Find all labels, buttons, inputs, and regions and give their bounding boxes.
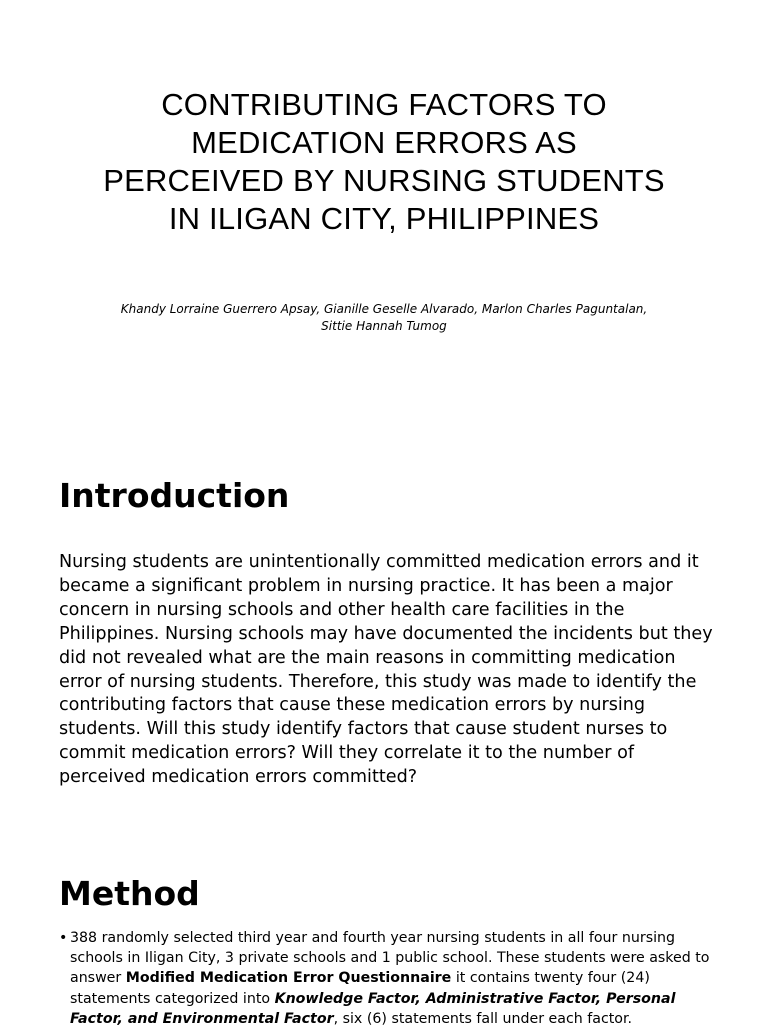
method-text-part3: , six (6) statements fall under each factor. (333, 1010, 633, 1027)
method-text-part2: it contains twenty four (24) statements categorized into (70, 970, 650, 1007)
method-heading: Method (59, 874, 200, 913)
introduction-body: Nursing students are unintentionally committed medication errors and it became a significant problem in nursing practice. It has been a major concern in nursing schools and other health care facilities in the Philippines. Nursing schools may have documented the incidents but they did not revealed what are the main reasons in committing medication error of nursing students. Therefore, this study was made to identify the contributing factors that cause these medication errors by nursing students. Will this study identify factors that cause student nurses to commit medication errors? Will they correlate it to the number of perceived medication errors committed? (59, 552, 713, 788)
introduction-heading: Introduction (59, 476, 290, 515)
authors-line: Khandy Lorraine Guerrero Apsay, Gianille Geselle Alvarado, Marlon Charles Paguntalan, Sittie Hannah Tumog (120, 302, 648, 333)
method-list (59, 928, 719, 1029)
bullet-icon: • (59, 930, 68, 946)
slide-title: CONTRIBUTING FACTORS TO MEDICATION ERRORS AS PERCEIVED BY NURSING STUDENTS IN ILIGAN CITY, PHILIPPINES (103, 87, 665, 236)
factor-categories: Knowledge Factor, Administrative Factor, Personal Factor, and Environmental Factor (70, 990, 676, 1027)
method-list-item (59, 928, 719, 1029)
method-text-part1: 388 randomly selected third year and fourth year nursing students in all four nursing schools in Iligan City, 3 private schools and 1 public school. These students were asked to answer (70, 930, 710, 987)
questionnaire-name: Modified Medication Error Questionnaire (125, 970, 452, 987)
